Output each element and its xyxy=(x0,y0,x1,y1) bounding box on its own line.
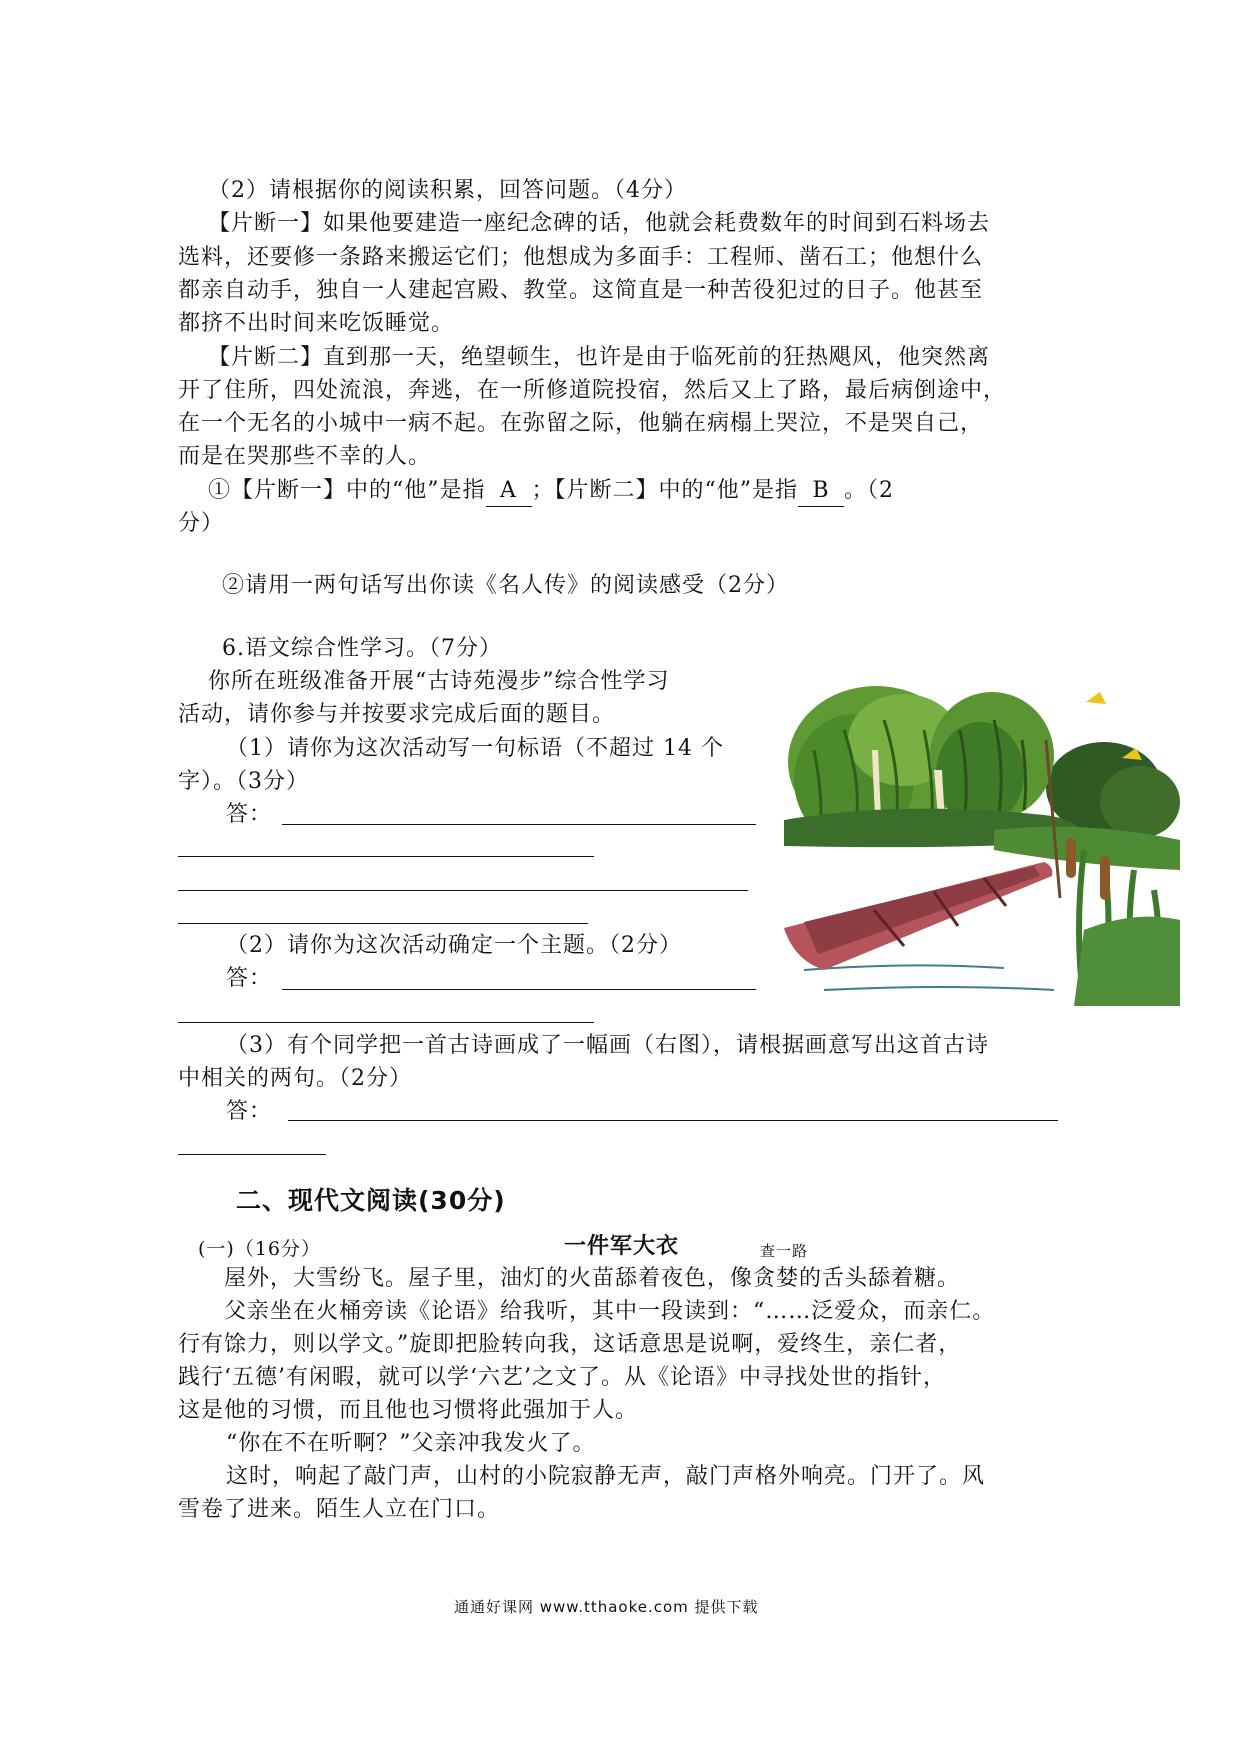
question-1-line xyxy=(208,476,894,507)
subquestion-1: （1）请你为这次活动写一句标语（不超过 14 个 xyxy=(226,736,724,761)
answer-line[interactable] xyxy=(178,1022,594,1023)
question-6-title: 6.语文综合性学习。（7分） xyxy=(222,636,502,661)
fragment-1-line: 【片断一】如果他要建造一座纪念碑的话，他就会耗费数年的时间到石料场去 xyxy=(208,211,991,236)
fragment-1-line: 选料，还要修一条路来搬运它们；他想成为多面手：工程师、凿石工；他想什么 xyxy=(178,245,984,270)
blank-b[interactable]: B xyxy=(798,476,844,507)
part-label: (一)（16分） xyxy=(198,1238,322,1260)
question-2-sub: ②请用一两句话写出你读《名人传》的阅读感受（2分） xyxy=(222,573,789,598)
fragment-2-line: 【片断二】直到那一天，绝望顿生，也许是由于临死前的狂热飓风，他突然离 xyxy=(208,345,991,370)
subquestion-1: 字）。（3分） xyxy=(178,769,309,794)
answer-label: 答： xyxy=(226,802,273,827)
paragraph-line: 这是他的习惯，而且他也习惯将此强加于人。 xyxy=(178,1398,639,1423)
answer-line[interactable] xyxy=(178,1154,326,1155)
paragraph-line: 雪卷了进来。陌生人立在门口。 xyxy=(178,1497,501,1522)
paragraph-line: 行有馀力，则以学文。”旋即把脸转向我，这话意思是说啊，爱终生，亲仁者， xyxy=(178,1332,962,1357)
section-heading: 二、现代文阅读(30分) xyxy=(236,1186,506,1215)
illustration-willow-boat xyxy=(784,670,1180,1006)
question-1-continuation: 分） xyxy=(178,511,225,536)
answer-label: 答： xyxy=(226,1099,273,1124)
question-1-suffix: 。（2 xyxy=(844,478,894,503)
answer-line[interactable] xyxy=(282,989,756,990)
subquestion-3: 中相关的两句。（2分） xyxy=(178,1066,412,1091)
answer-line[interactable] xyxy=(288,1120,1058,1121)
subquestion-2: （2）请你为这次活动确定一个主题。（2分） xyxy=(226,933,682,958)
paragraph-line: 践行‘五德’有闲暇，就可以学‘六艺’之文了。从《论语》中寻找处世的指针， xyxy=(178,1365,946,1390)
answer-line[interactable] xyxy=(178,856,594,857)
question-2-title: （2）请根据你的阅读积累，回答问题。（4分） xyxy=(208,178,687,203)
story-title: 一件军大衣 xyxy=(564,1234,680,1259)
question-1-prefix: ①【片断一】中的“他”是指 xyxy=(208,478,486,503)
paragraph-line: 这时，响起了敲门声，山村的小院寂静无声，敲门声格外响亮。门开了。风 xyxy=(226,1464,986,1489)
answer-line[interactable] xyxy=(178,923,588,924)
bird-icon xyxy=(1086,692,1106,704)
paragraph-line: 父亲坐在火桶旁读《论语》给我听，其中一段读到：“……泛爱众，而亲仁。 xyxy=(224,1299,996,1324)
paragraph-line: 屋外，大雪纷飞。屋子里，油灯的火苗舔着夜色，像贪婪的舌头舔着糖。 xyxy=(224,1266,961,1291)
fragment-2-line: 而是在哭那些不幸的人。 xyxy=(178,444,432,469)
question-6-intro: 你所在班级准备开展“古诗苑漫步”综合性学习 xyxy=(208,669,670,694)
blank-a[interactable]: A xyxy=(486,476,532,507)
question-6-intro: 活动，请你参与并按要求完成后面的题目。 xyxy=(178,702,616,727)
answer-label: 答： xyxy=(226,966,273,991)
question-1-middle: ；【片断二】中的“他”是指 xyxy=(531,478,798,503)
cattail-icon xyxy=(1100,856,1110,900)
answer-line[interactable] xyxy=(282,824,756,825)
fragment-1-line: 都挤不出时间来吃饭睡觉。 xyxy=(178,311,455,336)
water-icon xyxy=(804,965,1054,990)
fragment-1-line: 都亲自动手，独自一人建起宫殿、教堂。这简直是一种苦役犯过的日子。他甚至 xyxy=(178,278,984,303)
paragraph-line: “你在不在听啊？”父亲冲我发火了。 xyxy=(226,1431,596,1456)
fragment-2-line: 在一个无名的小城中一病不起。在弥留之际，他躺在病榻上哭泣，不是哭自己， xyxy=(178,411,984,436)
answer-line[interactable] xyxy=(178,890,748,891)
footer-text: 通通好课网 www.tthaoke.com 提供下载 xyxy=(454,1598,759,1616)
author: 查一路 xyxy=(760,1242,809,1260)
subquestion-3: （3）有个同学把一首古诗画成了一幅画（右图），请根据画意写出这首古诗 xyxy=(226,1033,989,1058)
cattail-icon xyxy=(1066,838,1076,878)
tree-clump-icon xyxy=(1100,766,1180,838)
fragment-2-line: 开了住所，四处流浪，奔逃，在一所修道院投宿，然后又上了路，最后病倒途中， xyxy=(178,378,1007,403)
